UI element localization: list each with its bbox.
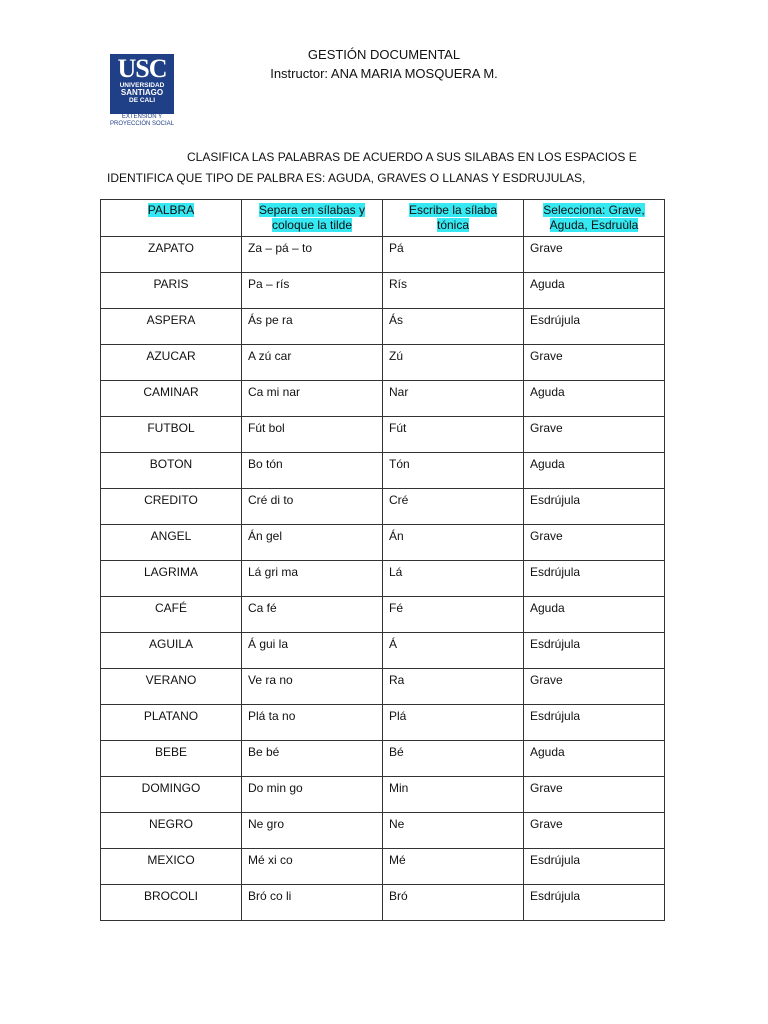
cell-syllables: Á gui la xyxy=(242,633,383,669)
cell-word: ASPERA xyxy=(101,309,242,345)
cell-type: Grave xyxy=(524,813,665,849)
cell-word: ANGEL xyxy=(101,525,242,561)
document-title: GESTIÓN DOCUMENTAL xyxy=(307,47,461,62)
cell-tonic: Rís xyxy=(383,273,524,309)
classification-table xyxy=(100,199,665,921)
cell-tonic: Zú xyxy=(383,345,524,381)
table-row xyxy=(101,453,665,489)
table-row xyxy=(101,813,665,849)
instructor-line: Instructor: ANA MARIA MOSQUERA M. xyxy=(270,66,498,81)
cell-tonic: Mé xyxy=(383,849,524,885)
table-row xyxy=(101,741,665,777)
cell-syllables: Mé xi co xyxy=(242,849,383,885)
table-row xyxy=(101,597,665,633)
cell-word: LAGRIMA xyxy=(101,561,242,597)
table-row xyxy=(101,525,665,561)
logo-sub2: PROYECCIÓN SOCIAL xyxy=(109,121,174,127)
cell-word: PARIS xyxy=(101,273,242,309)
cell-tonic: Á xyxy=(383,633,524,669)
cell-type: Esdrújula xyxy=(524,849,665,885)
cell-tonic: Án xyxy=(383,525,524,561)
cell-type: Aguda xyxy=(524,741,665,777)
cell-type: Aguda xyxy=(524,597,665,633)
table-row xyxy=(101,309,665,345)
cell-tonic: Ra xyxy=(383,669,524,705)
cell-syllables: Ne gro xyxy=(242,813,383,849)
cell-word: CAMINAR xyxy=(101,381,242,417)
cell-type: Aguda xyxy=(524,381,665,417)
cell-tonic: Bé xyxy=(383,741,524,777)
cell-word: CREDITO xyxy=(101,489,242,525)
cell-type: Aguda xyxy=(524,273,665,309)
cell-tonic: Lá xyxy=(383,561,524,597)
cell-word: BOTON xyxy=(101,453,242,489)
cell-type: Esdrújula xyxy=(524,633,665,669)
cell-word: CAFÉ xyxy=(101,597,242,633)
table-row xyxy=(101,561,665,597)
table-row xyxy=(101,705,665,741)
table-header-row xyxy=(101,200,665,237)
usc-logo xyxy=(110,54,174,114)
instruction-line-2: IDENTIFICA QUE TIPO DE PALBRA ES: AGUDA, GRAVES O LLANAS Y ESDRUJULAS, xyxy=(107,171,586,185)
cell-type: Esdrújula xyxy=(524,885,665,921)
header-tonic-syllable: Escribe la sílaba tónica xyxy=(383,200,524,237)
cell-syllables: Za – pá – to xyxy=(242,237,383,273)
cell-tonic: Ne xyxy=(383,813,524,849)
header-word-type: Selecciona: Grave, Aguda, Esdruùla xyxy=(524,200,665,237)
table-row xyxy=(101,633,665,669)
table-row xyxy=(101,381,665,417)
cell-tonic: Bró xyxy=(383,885,524,921)
table-row xyxy=(101,669,665,705)
cell-syllables: Cré di to xyxy=(242,489,383,525)
table-row xyxy=(101,885,665,921)
table-row xyxy=(101,237,665,273)
table-row xyxy=(101,345,665,381)
cell-type: Aguda xyxy=(524,453,665,489)
cell-type: Grave xyxy=(524,417,665,453)
logo-line2: SANTIAGO xyxy=(120,88,164,97)
cell-tonic: Plá xyxy=(383,705,524,741)
cell-syllables: Bró co li xyxy=(242,885,383,921)
table-row xyxy=(101,273,665,309)
cell-type: Esdrújula xyxy=(524,309,665,345)
cell-tonic: Tón xyxy=(383,453,524,489)
cell-word: ZAPATO xyxy=(101,237,242,273)
cell-word: BEBE xyxy=(101,741,242,777)
cell-word: NEGRO xyxy=(101,813,242,849)
cell-syllables: Do min go xyxy=(242,777,383,813)
cell-syllables: Pa – rís xyxy=(242,273,383,309)
cell-word: FUTBOL xyxy=(101,417,242,453)
logo-line1: UNIVERSIDAD xyxy=(119,82,165,89)
table-row xyxy=(101,417,665,453)
cell-tonic: Min xyxy=(383,777,524,813)
cell-syllables: Lá gri ma xyxy=(242,561,383,597)
cell-type: Esdrújula xyxy=(524,705,665,741)
cell-word: BROCOLI xyxy=(101,885,242,921)
cell-syllables: Án gel xyxy=(242,525,383,561)
cell-word: AZUCAR xyxy=(101,345,242,381)
table-row xyxy=(101,777,665,813)
cell-word: MEXICO xyxy=(101,849,242,885)
cell-word: VERANO xyxy=(101,669,242,705)
cell-word: PLATANO xyxy=(101,705,242,741)
cell-word: DOMINGO xyxy=(101,777,242,813)
instruction-line-1: CLASIFICA LAS PALABRAS DE ACUERDO A SUS SILABAS EN LOS ESPACIOS E xyxy=(187,150,637,164)
cell-syllables: Ca mi nar xyxy=(242,381,383,417)
cell-type: Grave xyxy=(524,237,665,273)
cell-type: Grave xyxy=(524,777,665,813)
cell-syllables: Ve ra no xyxy=(242,669,383,705)
cell-type: Esdrújula xyxy=(524,561,665,597)
table-row xyxy=(101,849,665,885)
cell-type: Grave xyxy=(524,669,665,705)
cell-syllables: Ás pe ra xyxy=(242,309,383,345)
cell-word: AGUILA xyxy=(101,633,242,669)
cell-type: Grave xyxy=(524,345,665,381)
cell-syllables: Ca fé xyxy=(242,597,383,633)
header-word: PALBRA xyxy=(101,200,242,237)
cell-tonic: Ás xyxy=(383,309,524,345)
cell-syllables: A zú car xyxy=(242,345,383,381)
cell-tonic: Cré xyxy=(383,489,524,525)
cell-syllables: Fút bol xyxy=(242,417,383,453)
cell-tonic: Fé xyxy=(383,597,524,633)
logo-sub1: EXTENSIÓN Y xyxy=(121,114,163,120)
cell-syllables: Plá ta no xyxy=(242,705,383,741)
cell-syllables: Bo tón xyxy=(242,453,383,489)
cell-syllables: Be bé xyxy=(242,741,383,777)
cell-type: Grave xyxy=(524,525,665,561)
logo-line3: DE CALI xyxy=(129,97,155,104)
table-body xyxy=(101,237,665,921)
cell-tonic: Fút xyxy=(383,417,524,453)
table-row xyxy=(101,489,665,525)
header-syllables: Separa en sílabas y coloque la tilde xyxy=(242,200,383,237)
cell-type: Esdrújula xyxy=(524,489,665,525)
logo-initials: USC xyxy=(117,54,167,83)
cell-tonic: Pá xyxy=(383,237,524,273)
cell-tonic: Nar xyxy=(383,381,524,417)
logo-subtitle xyxy=(108,114,176,128)
